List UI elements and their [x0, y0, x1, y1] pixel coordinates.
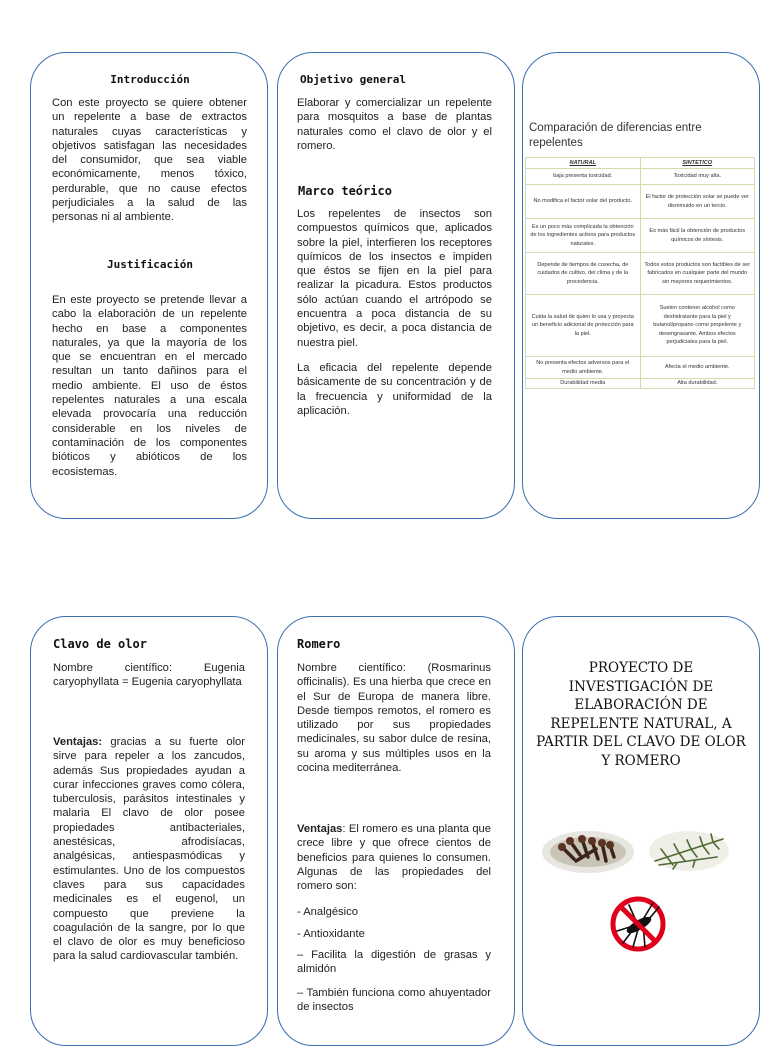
table-row: [526, 295, 755, 357]
table-cell: No modifica el factor solar del producto.: [526, 185, 641, 219]
objetivo-text: Elaborar y comercializar un repelente para mosquitos a base de plantas naturales como el clavo de olor y el romero.: [297, 97, 492, 152]
romero-ventajas-body: : El romero es una planta que crece libre y que ofrece cientos de beneficios para quienes lo consumen. Algunas de las propiedades del romero son:: [297, 823, 491, 893]
marco-teorico-text-2: La eficacia del repelente depende básicamente de su concentración y de la frecuencia y uniformidad de la aplicación.: [297, 362, 492, 417]
table-cell: Alta durabilidad.: [640, 379, 755, 389]
rosemary-image: [647, 827, 731, 873]
clavo-nombre-cientifico: Nombre científico: Eugenia caryophyllata = Eugenia caryophyllata: [53, 662, 245, 689]
romero-heading: Romero: [297, 637, 341, 651]
romero-ventajas-label: Ventajas: [297, 823, 343, 835]
table-row: [526, 169, 755, 185]
panel-romero: [277, 616, 515, 1046]
table-header-row: [526, 158, 755, 169]
table-cell: Todos estos productos son factibles de ser fabricados en cualquier parte del mundo sin mayores requerimientos.: [640, 253, 755, 295]
cloves-image: [540, 825, 636, 875]
panel-introduccion: [30, 52, 268, 519]
clavo-ventajas-label: Ventajas:: [53, 736, 103, 748]
panel-objetivo: [277, 52, 515, 519]
table-cell: Toxicidad muy alta.: [640, 169, 755, 185]
table-cell: Cuida la salud de quien lo usa y proyecta un beneficio adicional de protección para la piel.: [526, 295, 641, 357]
comparacion-title: Comparación de diferencias entre repelentes: [529, 122, 702, 149]
table-row: [526, 185, 755, 219]
table-row: [526, 379, 755, 389]
introduccion-heading: Introducción: [110, 73, 190, 86]
table-row: [526, 253, 755, 295]
romero-descripcion: Nombre científico: (Rosmarinus officinalis). Es una hierba que crece en el Sur de Europa de manera libre. Desde tiempos remotos, el romero es utilizado por sus propiedades medicinales, su sabor dulce de resina, su aroma y sus múltiples usos en la cocina mediterránea.: [297, 662, 491, 775]
introduccion-text: Con este proyecto se quiere obtener un repelente a base de extractos naturales cuyas características y objetivos satisfagan las necesidades del consumidor, que sea viable económicamente, menos tóxico, perdurable, que no cause efectos perjudiciales a la salud de las personas ni al ambiente.: [52, 97, 247, 224]
header-sintetico: SINTETICO: [640, 158, 755, 169]
panel-comparacion: [522, 52, 760, 519]
list-item: - Analgésico: [297, 906, 358, 918]
table-row: [526, 219, 755, 253]
table-cell: Es más fácil la obtención de productos químicos de síntesis.: [640, 219, 755, 253]
justificacion-text: En este proyecto se pretende llevar a cabo la elaboración de un repelente hecho en base a componentes naturales, ya que la mayoría de los que se encuentran en el mercado resultan un tanto dañinos para el medio ambiente. El uso de éstos repelentes naturales a una escala elevada provocaría una reducción considerable en los niveles de contaminación de los componentes bióticos y abióticos de los ecosistemas.: [52, 294, 247, 478]
clavo-heading: Clavo de olor: [53, 637, 147, 651]
table-cell: Suelen contener alcohol como deshidratante para la piel y butanol/propano como propelente y desengrasante. Ambos efectos perjudiciales para la piel.: [640, 295, 755, 357]
panel-portada: [522, 616, 760, 1046]
table-cell: Es un poco más complicada la obtención de los ingredientes activos para productos naturales.: [526, 219, 641, 253]
table-row: [526, 357, 755, 379]
table-cell: Afecta el medio ambiente.: [640, 357, 755, 379]
project-title: PROYECTO DE INVESTIGACIÓN DE ELABORACIÓN DE REPELENTE NATURAL, A PARTIR DEL CLAVO DE OLOR Y ROMERO: [536, 660, 746, 769]
romero-ventajas-text: [297, 822, 491, 893]
objetivo-heading: Objetivo general: [300, 73, 406, 86]
list-item: – También funciona como ahuyentador de insectos: [297, 987, 491, 1014]
header-natural: NATURAL: [526, 158, 641, 169]
table-cell: baja presenta toxicidad.: [526, 169, 641, 185]
panel-clavo-de-olor: [30, 616, 268, 1046]
justificacion-heading: Justificación: [106, 258, 194, 271]
list-item: - Antioxidante: [297, 928, 365, 940]
marco-teorico-heading: Marco teórico: [298, 184, 392, 198]
clavo-ventajas-text: [53, 735, 245, 964]
table-cell: El factor de protección solar se puede ver disminuido en un tercio.: [640, 185, 755, 219]
comparison-table: [525, 157, 755, 389]
table-cell: No presenta efectos adversos para el medio ambiente.: [526, 357, 641, 379]
marco-teorico-text-1: Los repelentes de insectos son compuestos químicos que, aplicados sobre la piel, interfieren los receptores químicos de los insectos e impiden que éstos se fijen en la piel para realizar la picadura. Estos productos sólo actúan cuando el artrópodo se encuentra a poca distancia de su objetivo, es decir, a poca distancia de nuestra piel.: [297, 208, 492, 349]
table-cell: Durabilidad media: [526, 379, 641, 389]
no-mosquito-icon: [609, 895, 667, 953]
list-item: – Facilita la digestión de grasas y almidón: [297, 949, 491, 976]
table-cell: Depende de tiempos de cosecha, de cuidados de cultivo, del clima y de la procedencia.: [526, 253, 641, 295]
clavo-ventajas-body: gracias a su fuerte olor sirve para repeler a los zancudos, además Sus propiedades ayudan a curar infecciones graves como cólera, tuberculosis, parásitos intestinales y malaria El clavo de olor posee propiedades antibacteriales, anestésicas, afrodisíacas, analgésicas, antiespasmódicas y estimulantes. Uno de los compuestos claves para sus capacidades medicinales es el eugenol, un compuesto que previene la coagulación de la sangre, por lo que el clavo de olor es muy beneficioso para la salud cardiovascular también.: [53, 736, 245, 963]
